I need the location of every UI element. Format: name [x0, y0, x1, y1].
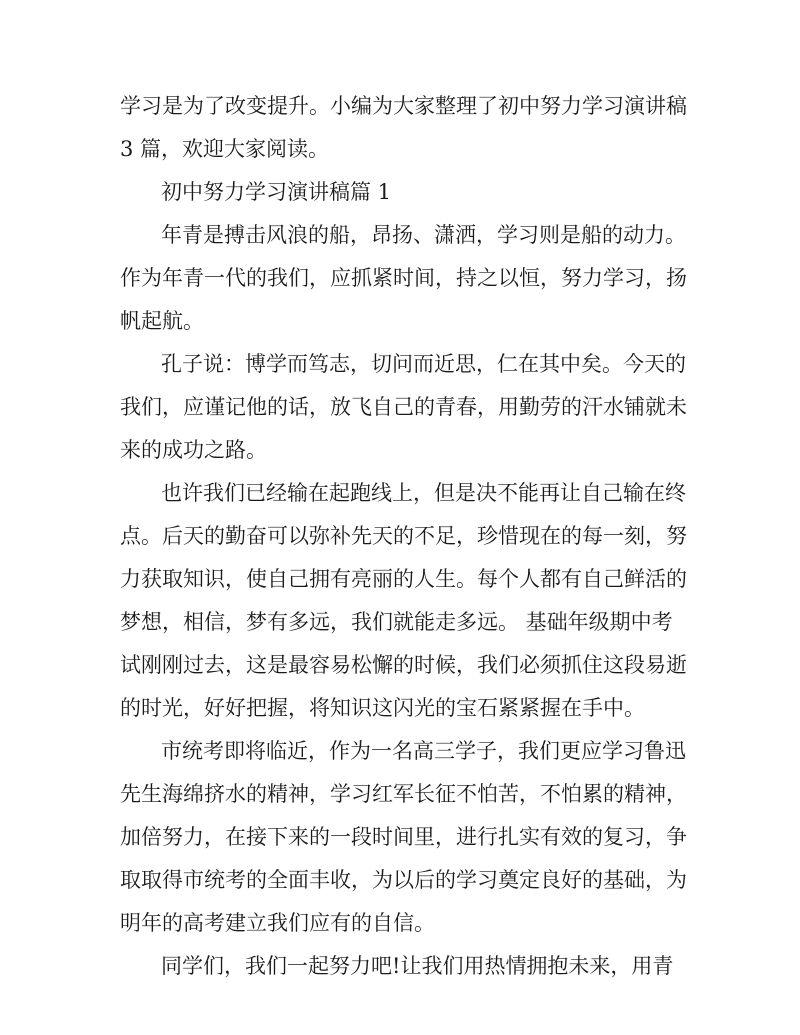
paragraph-3-line-2: 点。后天的勤奋可以弥补先天的不足，珍惜现在的每一刻，努 [120, 524, 687, 548]
paragraph-4-line-5: 明年的高考建立我们应有的自信。 [120, 911, 435, 935]
paragraph-3-line-5: 试刚刚过去，这是最容易松懈的时候，我们必须抓住这段易逝 [120, 653, 687, 677]
intro-line-1: 学习是为了改变提升。小编为大家整理了初中努力学习演讲稿 [120, 94, 687, 118]
paragraph-4-line-3: 加倍努力，在接下来的一段时间里，进行扎实有效的复习，争 [120, 825, 687, 849]
paragraph-2-line-1: 孔子说：博学而笃志，切问而近思，仁在其中矣。今天的 [161, 352, 686, 376]
paragraph-1-line-3: 帆起航。 [120, 309, 204, 333]
paragraph-3-line-1: 也许我们已经输在起跑线上，但是决不能再让自己输在终 [161, 481, 686, 505]
paragraph-3-line-4: 梦想，相信，梦有多远，我们就能走多远。 基础年级期中考 [120, 610, 673, 634]
paragraph-2-line-3: 来的成功之路。 [120, 438, 267, 462]
paragraph-4-line-4: 取取得市统考的全面丰收，为以后的学习奠定良好的基础，为 [120, 868, 687, 892]
paragraph-1-line-2: 作为年青一代的我们，应抓紧时间，持之以恒，努力学习，扬 [120, 266, 687, 290]
paragraph-3-line-6: 的时光，好好把握，将知识这闪光的宝石紧紧握在手中。 [120, 696, 645, 720]
intro-line-2: 3 篇，欢迎大家阅读。 [120, 137, 330, 161]
paragraph-5-line-1: 同学们，我们一起努力吧!让我们用热情拥抱未来，用青 [161, 954, 674, 978]
paragraph-1-line-1: 年青是搏击风浪的船，昂扬、潇洒，学习则是船的动力。 [161, 223, 686, 247]
paragraph-4-line-1: 市统考即将临近，作为一名高三学子，我们更应学习鲁迅 [161, 739, 686, 763]
paragraph-4-line-2: 先生海绵挤水的精神，学习红军长征不怕苦，不怕累的精神， [120, 782, 687, 806]
paragraph-2-line-2: 我们，应谨记他的话，放飞自己的青春，用勤劳的汗水铺就未 [120, 395, 687, 419]
paragraph-3-line-3: 力获取知识，使自己拥有亮丽的人生。每个人都有自己鲜活的 [120, 567, 687, 591]
section-heading: 初中努力学习演讲稿篇 1 [161, 180, 392, 204]
